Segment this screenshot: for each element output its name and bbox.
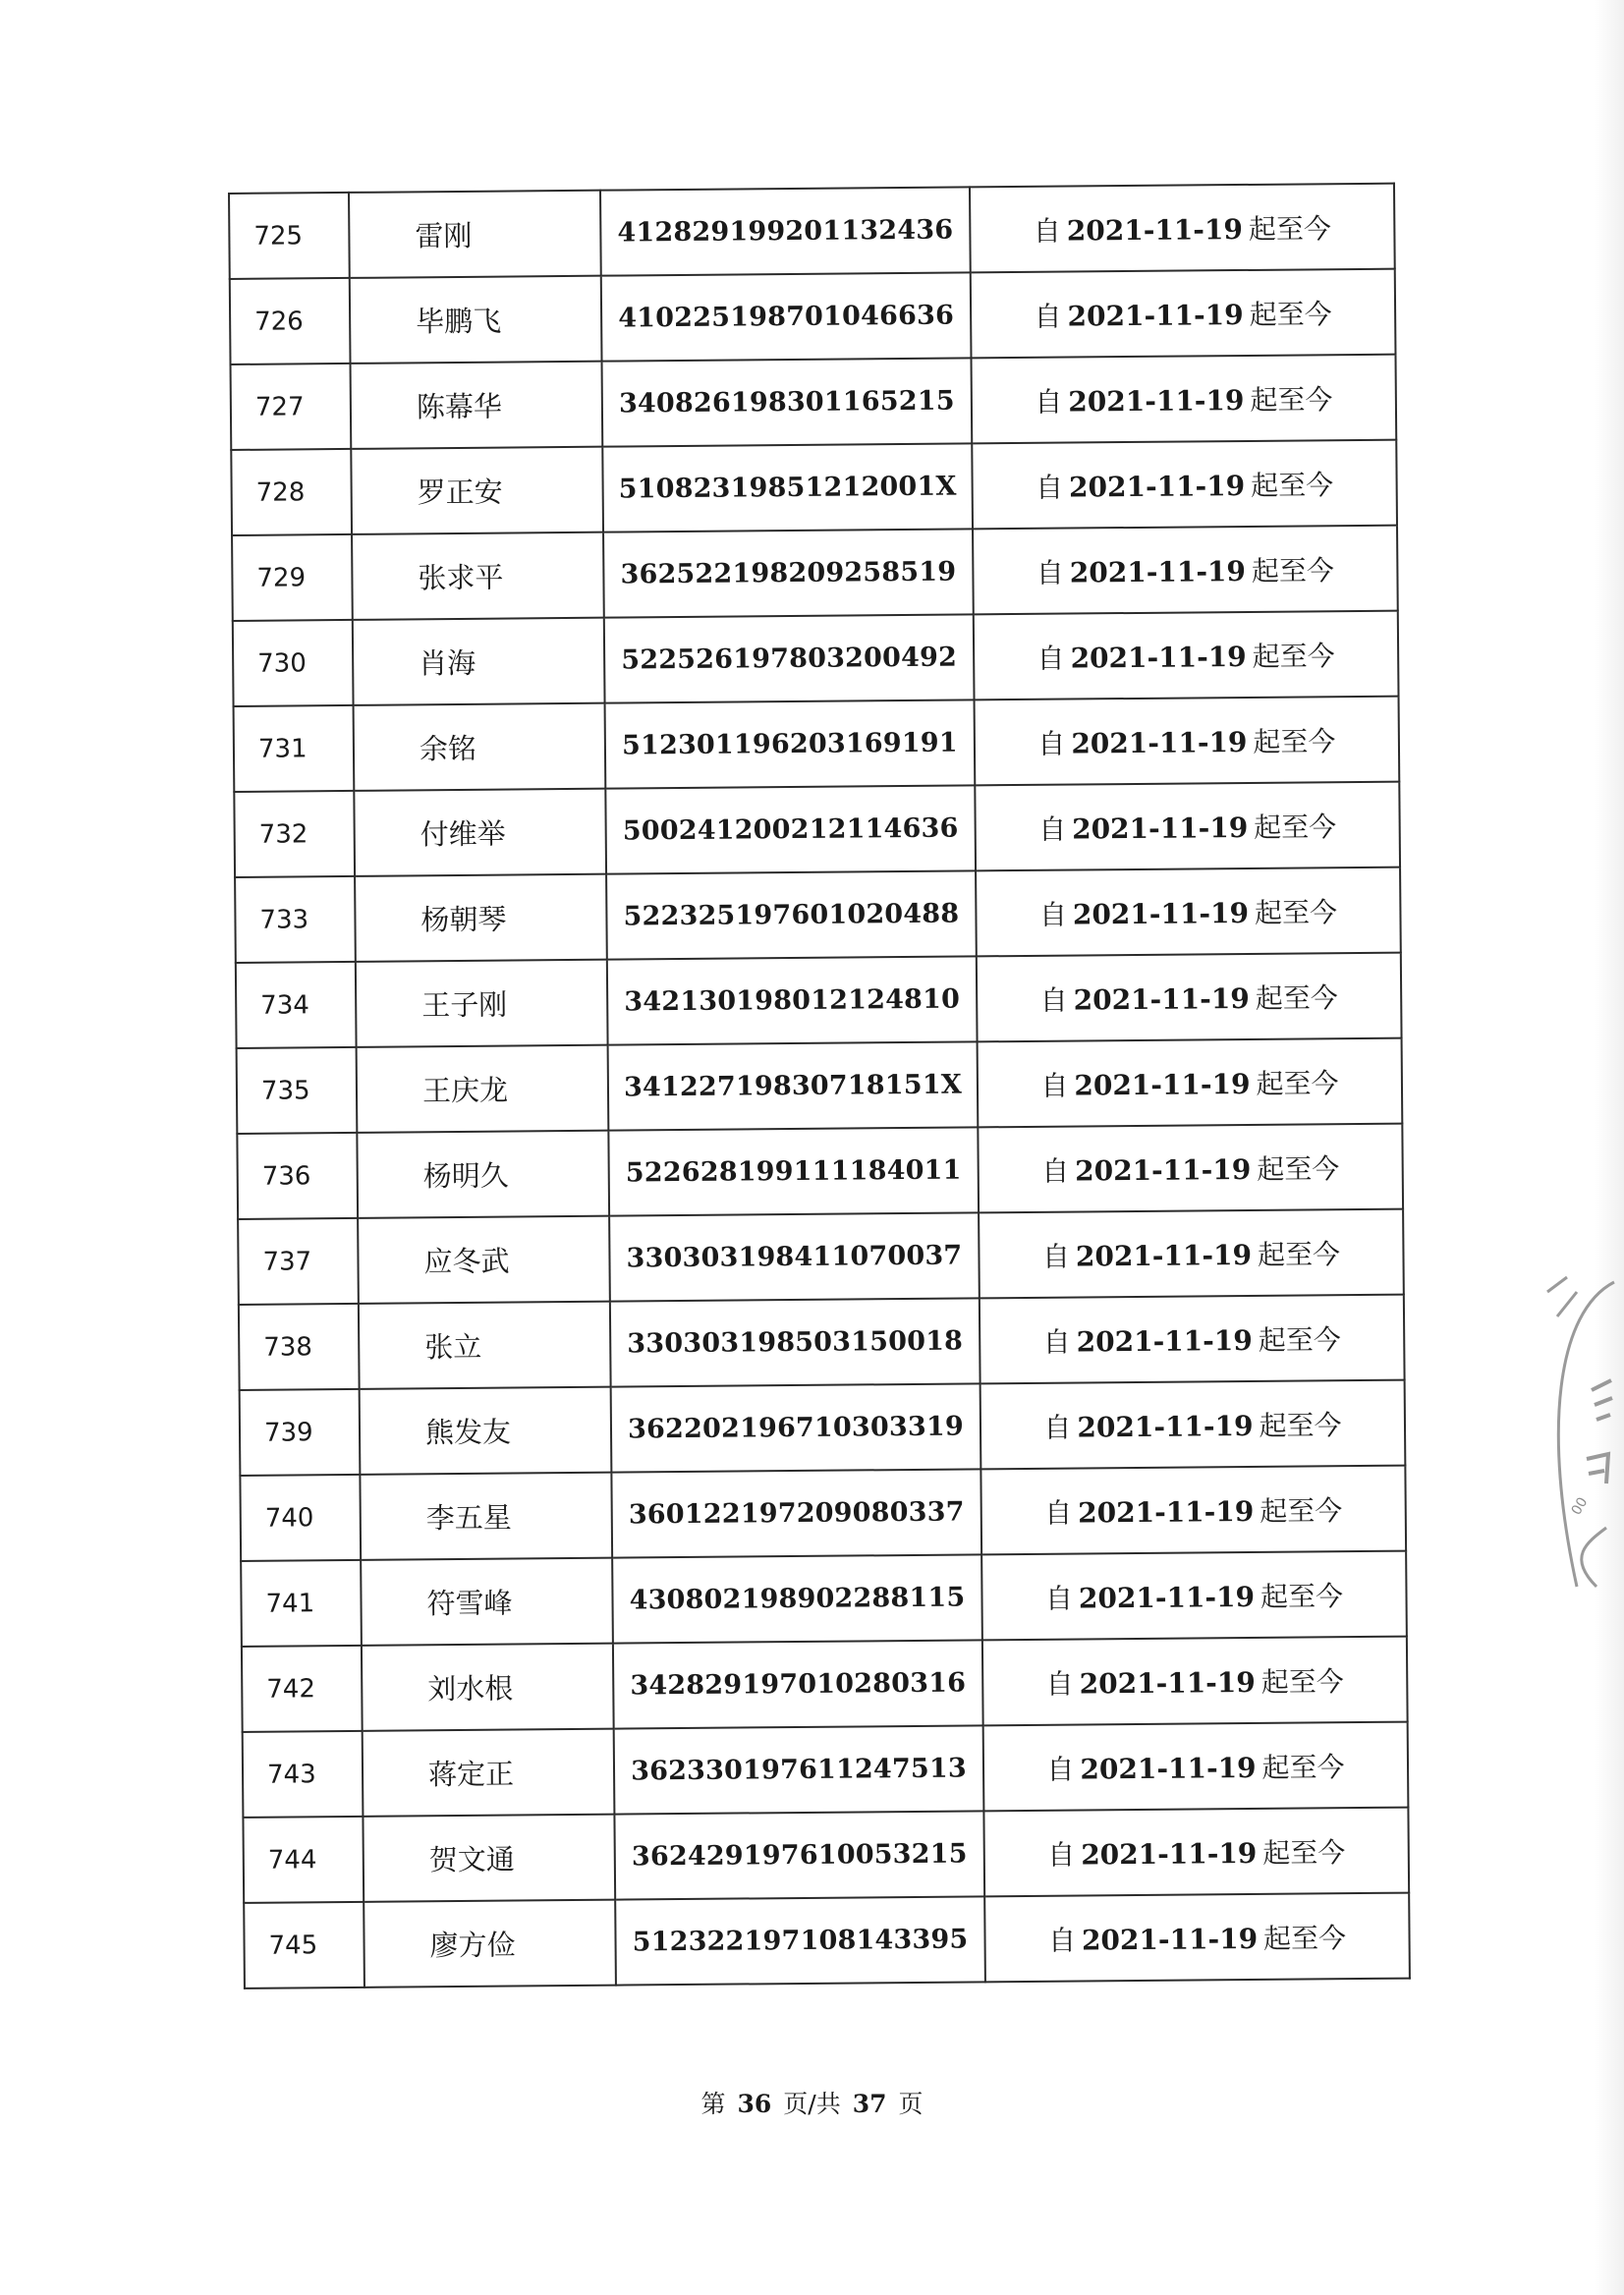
page-footer (0, 2085, 1624, 2120)
id-number: 362202196710303319 (611, 1383, 981, 1472)
current-page-number: 36 (737, 2090, 772, 2118)
id-number: 430802198902288115 (612, 1554, 982, 1643)
date-prefix: 自 (1043, 1411, 1072, 1444)
date-range (982, 1637, 1408, 1726)
table-row (229, 184, 1395, 279)
start-date: 2021-11-19 (1069, 554, 1247, 589)
date-range (972, 440, 1397, 530)
table-row (239, 1295, 1405, 1390)
person-name: 应冬武 (358, 1216, 610, 1304)
id-number: 34122719830718151X (608, 1041, 979, 1130)
date-prefix: 自 (1039, 983, 1068, 1017)
date-range (983, 1722, 1409, 1812)
start-date: 2021-11-19 (1081, 1922, 1259, 1956)
date-prefix: 自 (1044, 1496, 1073, 1530)
date-suffix: 起至今 (1254, 810, 1337, 844)
date-range (970, 184, 1395, 273)
id-number: 500241200212114636 (605, 785, 976, 873)
date-suffix: 起至今 (1248, 211, 1332, 246)
id-number: 410225198701046636 (601, 272, 972, 361)
id-number: 330303198411070037 (609, 1212, 980, 1301)
row-number: 742 (242, 1646, 363, 1732)
start-date: 2021-11-19 (1074, 1067, 1251, 1102)
date-prefix: 自 (1040, 1154, 1070, 1188)
date-prefix: 自 (1037, 812, 1067, 846)
person-name: 蒋定正 (363, 1729, 615, 1817)
date-prefix: 自 (1036, 556, 1064, 589)
table-row (242, 1637, 1408, 1732)
table-row (231, 440, 1397, 535)
start-date: 2021-11-19 (1078, 1494, 1255, 1530)
table-row (240, 1380, 1406, 1476)
start-date: 2021-11-19 (1081, 1836, 1258, 1871)
row-number: 737 (238, 1218, 359, 1305)
date-range (980, 1295, 1405, 1384)
date-range (973, 526, 1398, 615)
start-date: 2021-11-19 (1067, 298, 1244, 333)
start-date: 2021-11-19 (1076, 1323, 1253, 1359)
id-number: 342130198012124810 (607, 956, 978, 1044)
table-row (240, 1466, 1406, 1561)
id-number: 522628199111184011 (608, 1127, 979, 1215)
date-suffix: 起至今 (1260, 1579, 1344, 1613)
start-date: 2021-11-19 (1070, 640, 1247, 675)
date-range (976, 868, 1401, 957)
table-row (244, 1893, 1410, 1988)
date-suffix: 起至今 (1259, 1408, 1342, 1442)
date-prefix: 自 (1042, 1325, 1071, 1359)
date-range (974, 611, 1399, 700)
date-prefix: 自 (1037, 727, 1066, 760)
table-row (230, 269, 1396, 364)
table-row (236, 953, 1402, 1048)
id-number: 362522198209258519 (603, 529, 974, 617)
date-suffix: 起至今 (1251, 468, 1334, 502)
date-suffix: 起至今 (1258, 1322, 1341, 1357)
person-name: 付维举 (354, 789, 606, 876)
id-number: 412829199201132436 (600, 187, 971, 275)
person-name: 杨朝琴 (355, 874, 607, 962)
record-table (228, 183, 1411, 1989)
id-number: 342829197010280316 (613, 1640, 983, 1728)
row-number: 733 (235, 876, 356, 963)
date-prefix: 自 (1035, 471, 1064, 504)
date-prefix: 自 (1038, 898, 1068, 931)
id-number: 512301196203169191 (605, 700, 976, 788)
person-name: 张求平 (352, 532, 604, 620)
person-name: 符雪峰 (361, 1558, 613, 1646)
table-row (234, 782, 1400, 877)
date-prefix: 自 (1040, 1069, 1069, 1102)
id-number: 522526197803200492 (604, 614, 975, 702)
row-number: 725 (229, 193, 350, 279)
row-number: 740 (240, 1475, 361, 1561)
start-date: 2021-11-19 (1080, 1751, 1257, 1785)
row-number: 736 (237, 1133, 358, 1219)
date-suffix: 起至今 (1250, 382, 1333, 417)
id-number: 330303198503150018 (610, 1298, 980, 1386)
start-date: 2021-11-19 (1068, 383, 1245, 419)
start-date: 2021-11-19 (1077, 1409, 1254, 1444)
start-date: 2021-11-19 (1075, 1152, 1252, 1188)
date-suffix: 起至今 (1256, 1066, 1339, 1100)
date-suffix: 起至今 (1249, 297, 1332, 331)
id-number: 522325197601020488 (606, 870, 977, 959)
row-number: 729 (232, 534, 353, 621)
table-row (234, 697, 1400, 792)
date-suffix: 起至今 (1260, 1493, 1343, 1528)
footer-prefix: 第 (700, 2090, 726, 2118)
table-row (243, 1808, 1409, 1903)
id-number: 512322197108143395 (615, 1896, 985, 1985)
person-name: 罗正安 (351, 447, 603, 534)
table-row (235, 868, 1401, 963)
row-number: 731 (234, 705, 355, 792)
row-number: 738 (239, 1304, 360, 1390)
table-row (241, 1551, 1407, 1647)
person-name: 雷刚 (349, 191, 601, 278)
date-prefix: 自 (1047, 1838, 1076, 1872)
date-prefix: 自 (1045, 1667, 1074, 1701)
date-range (978, 1124, 1403, 1213)
row-number: 727 (231, 364, 352, 450)
table-row (231, 355, 1397, 450)
date-range (980, 1380, 1406, 1470)
row-number: 745 (244, 1902, 364, 1988)
date-suffix: 起至今 (1251, 553, 1335, 588)
date-prefix: 自 (1035, 385, 1063, 419)
start-date: 2021-11-19 (1075, 1238, 1253, 1273)
date-range (977, 953, 1402, 1042)
date-prefix: 自 (1036, 642, 1065, 675)
date-suffix: 起至今 (1260, 1664, 1344, 1699)
date-suffix: 起至今 (1255, 980, 1338, 1015)
person-name: 毕鹏飞 (350, 276, 602, 364)
date-prefix: 自 (1044, 1582, 1074, 1615)
person-name: 肖海 (353, 618, 605, 705)
person-name: 贺文通 (363, 1815, 615, 1902)
seal-stamp-text: 00 (1568, 1494, 1592, 1518)
id-number: 340826198301165215 (602, 358, 973, 446)
table-row (237, 1124, 1403, 1219)
id-number: 362330197611247513 (614, 1725, 984, 1814)
table-row (233, 611, 1399, 706)
scan-edge-shade (1595, 0, 1624, 2295)
row-number: 728 (231, 449, 352, 535)
date-range (981, 1551, 1407, 1641)
person-name: 余铭 (354, 703, 606, 791)
date-suffix: 起至今 (1257, 1151, 1340, 1186)
start-date: 2021-11-19 (1072, 896, 1250, 931)
person-name: 廖方俭 (364, 1900, 616, 1987)
record-table-body (229, 184, 1410, 1988)
date-prefix: 自 (1041, 1240, 1071, 1273)
date-range (975, 697, 1400, 786)
table-row (232, 526, 1398, 621)
date-range (979, 1209, 1404, 1299)
date-suffix: 起至今 (1262, 1921, 1347, 1955)
row-number: 730 (233, 620, 354, 706)
date-suffix: 起至今 (1253, 724, 1336, 758)
date-suffix: 起至今 (1262, 1835, 1346, 1870)
id-number: 51082319851212001X (602, 443, 973, 532)
id-number: 360122197209080337 (611, 1469, 981, 1557)
row-number: 732 (234, 791, 355, 877)
date-suffix: 起至今 (1254, 895, 1338, 929)
date-prefix: 自 (1046, 1753, 1075, 1786)
row-number: 744 (243, 1817, 364, 1903)
start-date: 2021-11-19 (1068, 469, 1246, 504)
start-date: 2021-11-19 (1071, 811, 1249, 846)
row-number: 726 (230, 278, 351, 364)
row-number: 739 (240, 1389, 361, 1476)
person-name: 王庆龙 (357, 1045, 609, 1133)
start-date: 2021-11-19 (1071, 725, 1248, 760)
date-range (971, 269, 1396, 359)
start-date: 2021-11-19 (1066, 212, 1244, 248)
date-range (980, 1466, 1406, 1555)
date-prefix: 自 (1034, 300, 1062, 333)
date-range (984, 1893, 1410, 1983)
row-number: 734 (236, 962, 357, 1048)
table-row (243, 1722, 1409, 1818)
row-number: 743 (243, 1731, 364, 1818)
start-date: 2021-11-19 (1079, 1665, 1256, 1700)
date-range (983, 1808, 1409, 1897)
start-date: 2021-11-19 (1078, 1580, 1256, 1614)
total-pages-number: 37 (852, 2090, 887, 2118)
person-name: 陈幕华 (351, 362, 603, 449)
person-name: 王子刚 (356, 960, 608, 1047)
person-name: 刘水根 (362, 1644, 614, 1731)
row-number: 741 (241, 1560, 362, 1647)
id-number: 362429197610053215 (614, 1811, 984, 1899)
person-name: 张立 (359, 1302, 611, 1389)
date-suffix: 起至今 (1252, 639, 1335, 673)
record-table-container (228, 183, 1409, 1989)
footer-middle: 页/共 (783, 2090, 841, 2118)
start-date: 2021-11-19 (1073, 981, 1250, 1017)
person-name: 熊发友 (360, 1387, 612, 1475)
date-range (971, 355, 1396, 444)
person-name: 杨明久 (357, 1131, 609, 1218)
date-suffix: 起至今 (1261, 1750, 1345, 1784)
row-number: 735 (237, 1047, 358, 1134)
date-prefix: 自 (1047, 1924, 1077, 1957)
date-suffix: 起至今 (1257, 1237, 1341, 1271)
person-name: 李五星 (360, 1473, 612, 1560)
table-row (238, 1209, 1404, 1305)
footer-suffix: 页 (898, 2090, 924, 2118)
partial-seal-stamp (1538, 1272, 1616, 1596)
table-row (237, 1038, 1403, 1134)
date-range (975, 782, 1400, 871)
date-prefix: 自 (1033, 214, 1061, 248)
date-range (978, 1038, 1403, 1128)
